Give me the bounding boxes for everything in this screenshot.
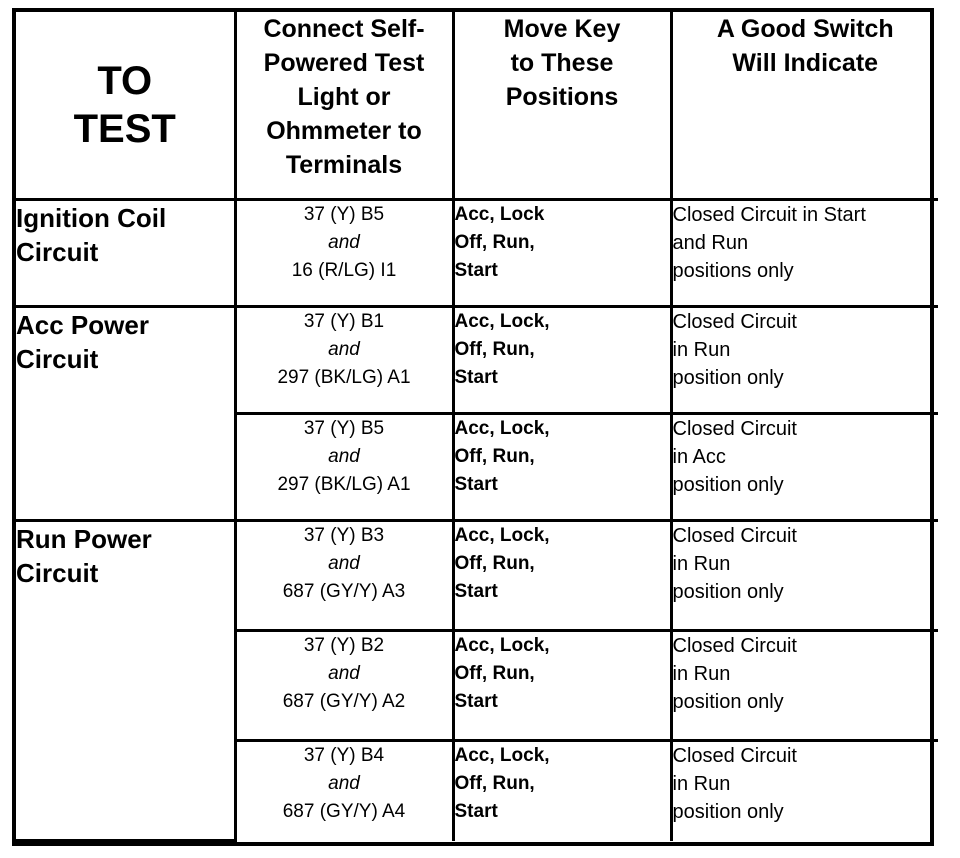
positions-cell: Acc, Lock, Off, Run, Start [453, 306, 671, 413]
header-to-test: TO TEST [16, 12, 235, 199]
terminals-cell: 37 (Y) B5 and 297 (BK/LG) A1 [235, 413, 453, 520]
terminals-cell: 37 (Y) B5 and 16 (R/LG) I1 [235, 199, 453, 306]
table-row [16, 199, 938, 306]
positions-cell: Acc, Lock Off, Run, Start [453, 199, 671, 306]
indication-cell: Closed Circuit in Run position only [671, 306, 938, 413]
header-terminals: Connect Self- Powered Test Light or Ohmmeter to Terminals [235, 12, 453, 199]
test-ignition-coil-circuit: Ignition Coil Circuit [16, 199, 235, 306]
table-row [16, 520, 938, 630]
header-positions: Move Key to These Positions [453, 12, 671, 199]
switch-test-table-frame [12, 8, 934, 846]
positions-cell: Acc, Lock, Off, Run, Start [453, 630, 671, 740]
table-row [16, 306, 938, 413]
positions-cell: Acc, Lock, Off, Run, Start [453, 413, 671, 520]
terminals-cell: 37 (Y) B2 and 687 (GY/Y) A2 [235, 630, 453, 740]
positions-cell: Acc, Lock, Off, Run, Start [453, 740, 671, 841]
terminals-cell: 37 (Y) B4 and 687 (GY/Y) A4 [235, 740, 453, 841]
indication-cell: Closed Circuit in Run position only [671, 740, 938, 841]
terminals-cell: 37 (Y) B1 and 297 (BK/LG) A1 [235, 306, 453, 413]
indication-cell: Closed Circuit in Start and Run positions only [671, 199, 938, 306]
test-run-power-circuit: Run Power Circuit [16, 520, 235, 841]
test-acc-power-circuit: Acc Power Circuit [16, 306, 235, 520]
switch-test-table [16, 12, 938, 842]
terminals-cell: 37 (Y) B3 and 687 (GY/Y) A3 [235, 520, 453, 630]
header-row [16, 12, 938, 199]
indication-cell: Closed Circuit in Acc position only [671, 413, 938, 520]
positions-cell: Acc, Lock, Off, Run, Start [453, 520, 671, 630]
indication-cell: Closed Circuit in Run position only [671, 630, 938, 740]
indication-cell: Closed Circuit in Run position only [671, 520, 938, 630]
header-indicate: A Good Switch Will Indicate [671, 12, 938, 199]
